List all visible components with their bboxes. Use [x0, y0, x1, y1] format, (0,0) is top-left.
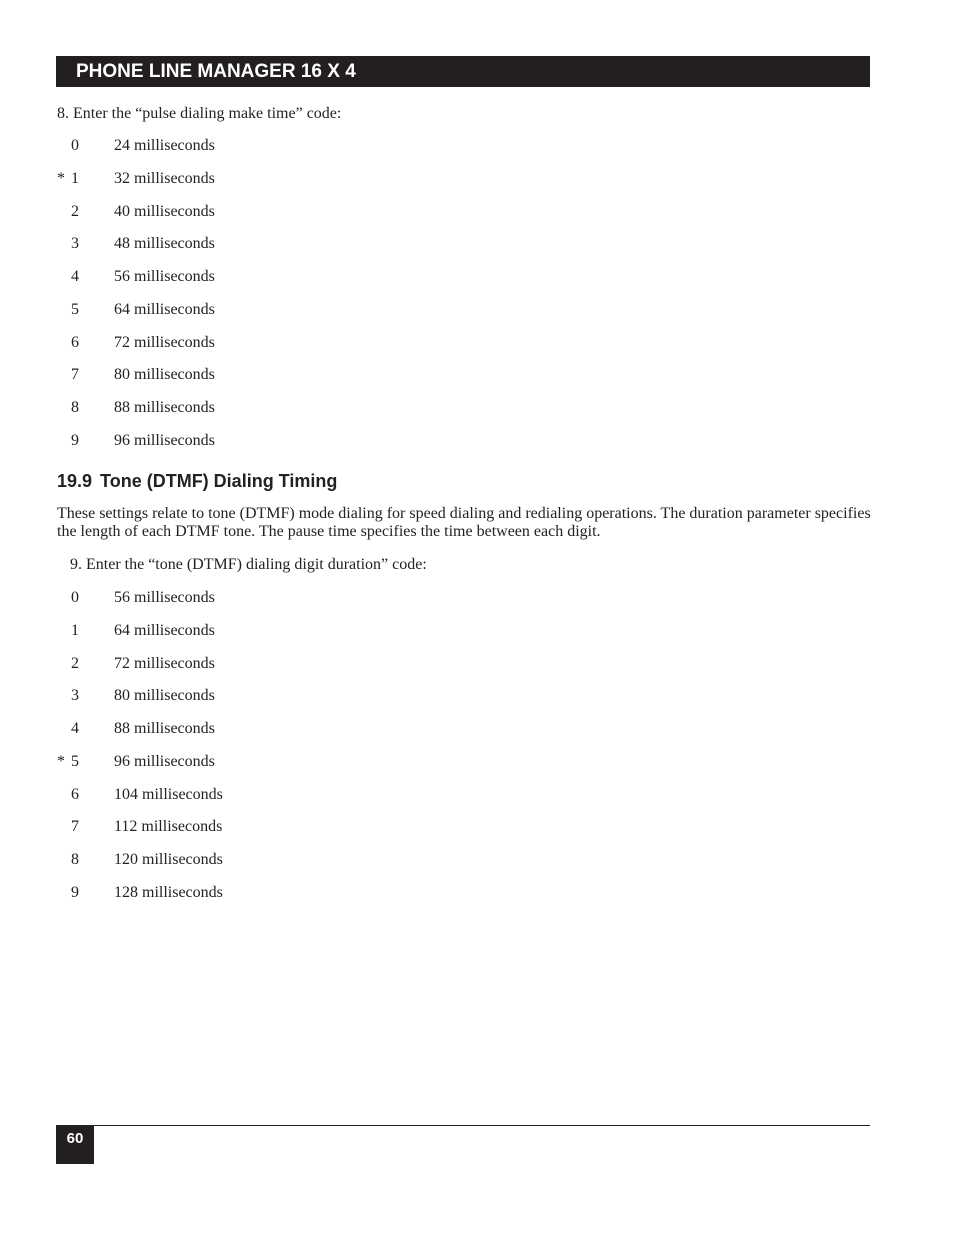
- option-label: 128 milliseconds: [114, 884, 223, 901]
- option-label: 88 milliseconds: [114, 720, 215, 737]
- option-label: 96 milliseconds: [114, 753, 215, 770]
- option-label: 64 milliseconds: [114, 622, 215, 639]
- option-label: 32 milliseconds: [114, 170, 215, 187]
- option-label: 80 milliseconds: [114, 687, 215, 704]
- option-label: 40 milliseconds: [114, 203, 215, 220]
- default-marker: *: [57, 170, 65, 187]
- option-label: 104 milliseconds: [114, 786, 223, 803]
- option-code: 3: [71, 235, 79, 252]
- section-number: 19.9: [57, 471, 93, 491]
- option-code: 7: [71, 818, 79, 835]
- page-number: 60: [66, 1130, 84, 1147]
- option-code: 6: [71, 334, 79, 351]
- option-code: 4: [71, 720, 79, 737]
- option-code: 2: [71, 655, 79, 672]
- option-code: 1: [71, 622, 79, 639]
- option-label: 88 milliseconds: [114, 399, 215, 416]
- option-label: 56 milliseconds: [114, 589, 215, 606]
- option-code: 3: [71, 687, 79, 704]
- page-number-box: [56, 1125, 94, 1164]
- option-code: 9: [71, 432, 79, 449]
- section-title: Tone (DTMF) Dialing Timing: [100, 471, 338, 491]
- option-label: 56 milliseconds: [114, 268, 215, 285]
- option-code: 9: [71, 884, 79, 901]
- option-label: 120 milliseconds: [114, 851, 223, 868]
- option-code: 6: [71, 786, 79, 803]
- option-label: 24 milliseconds: [114, 137, 215, 154]
- header-title: PHONE LINE MANAGER 16 X 4: [76, 61, 356, 82]
- option-label: 72 milliseconds: [114, 655, 215, 672]
- option-label: 48 milliseconds: [114, 235, 215, 252]
- option-code: 5: [71, 301, 79, 318]
- option-code: 7: [71, 366, 79, 383]
- running-header: [56, 56, 870, 87]
- option-label: 96 milliseconds: [114, 432, 215, 449]
- option-code: 8: [71, 399, 79, 416]
- step-9-intro: 9. Enter the “tone (DTMF) dialing digit duration” code:: [70, 556, 427, 573]
- section-heading: [57, 469, 337, 493]
- option-code: 8: [71, 851, 79, 868]
- step-8-intro: 8. Enter the “pulse dialing make time” code:: [57, 105, 342, 122]
- option-code: 1: [71, 170, 79, 187]
- option-label: 72 milliseconds: [114, 334, 215, 351]
- option-code: 0: [71, 589, 79, 606]
- option-code: 2: [71, 203, 79, 220]
- default-marker: *: [57, 753, 65, 770]
- option-code: 5: [71, 753, 79, 770]
- section-paragraph: These settings relate to tone (DTMF) mode dialing for speed dialing and redialing operations. The duration parameter specifies the length of each DTMF tone. The pause time specifies the time between each digit.: [57, 505, 871, 540]
- footer-rule: [56, 1125, 870, 1126]
- option-label: 112 milliseconds: [114, 818, 223, 835]
- option-code: 4: [71, 268, 79, 285]
- option-code: 0: [71, 137, 79, 154]
- option-label: 64 milliseconds: [114, 301, 215, 318]
- option-label: 80 milliseconds: [114, 366, 215, 383]
